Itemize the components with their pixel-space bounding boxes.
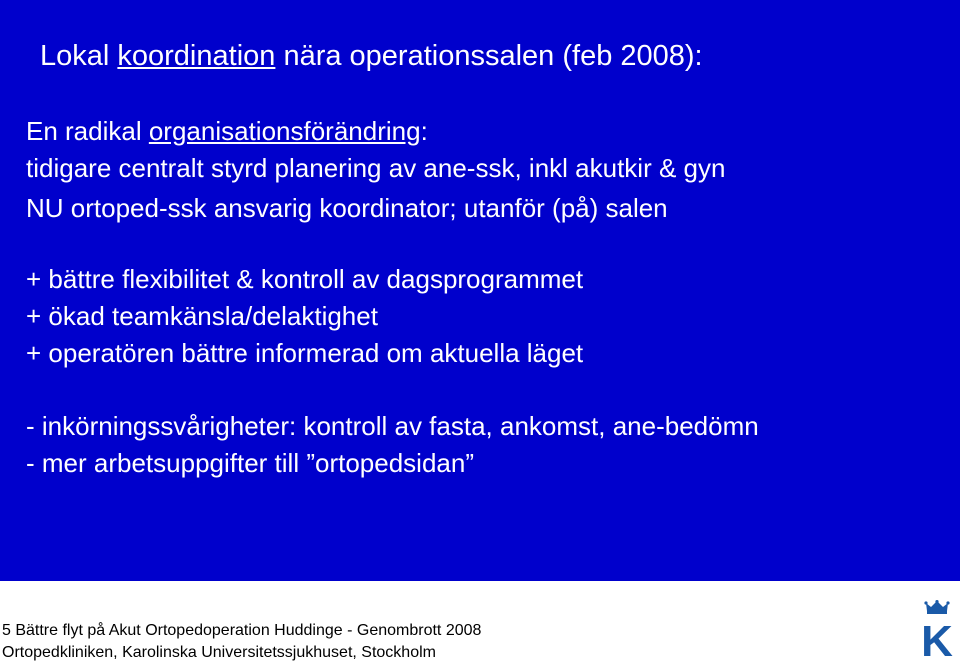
body-line-plus-informed: + operatören bättre informerad om aktuella läget bbox=[26, 338, 584, 368]
intro-underlined-word: organisationsförändring bbox=[148, 116, 421, 146]
body-line-minus-difficulties: - inkörningssvårigheter: kontroll av fasta, ankomst, ane-bedömn bbox=[26, 411, 759, 441]
intro-line bbox=[26, 114, 428, 148]
karolinska-crown-logo-icon bbox=[918, 600, 956, 660]
svg-text:K: K bbox=[921, 617, 953, 660]
footer-line-clinic: Ortopedkliniken, Karolinska Universitetssjukhuset, Stockholm bbox=[2, 644, 436, 661]
intro-text-after: : bbox=[420, 116, 428, 146]
body-line-plus-flexibility: + bättre flexibilitet & kontroll av dagsprogrammet bbox=[26, 264, 584, 294]
slide-title bbox=[40, 36, 703, 76]
title-underlined-word: koordination bbox=[117, 40, 276, 72]
body-line-previous-planning: tidigare centralt styrd planering av ane-ssk, inkl akutkir & gyn bbox=[26, 153, 726, 183]
footer-line-title: 5 Bättre flyt på Akut Ortopedoperation Huddinge - Genombrott 2008 bbox=[2, 622, 482, 639]
body-line-now-coordinator: NU ortoped-ssk ansvarig koordinator; utanför (på) salen bbox=[26, 193, 668, 223]
intro-text-before: En radikal bbox=[26, 116, 149, 146]
slide-footer bbox=[0, 581, 960, 664]
body-line-minus-tasks: - mer arbetsuppgifter till ”ortopedsidan” bbox=[26, 448, 474, 478]
body-line-plus-team: + ökad teamkänsla/delaktighet bbox=[26, 301, 378, 331]
title-text-after: nära operationssalen (feb 2008): bbox=[275, 40, 703, 72]
title-text-before: Lokal bbox=[40, 40, 118, 72]
